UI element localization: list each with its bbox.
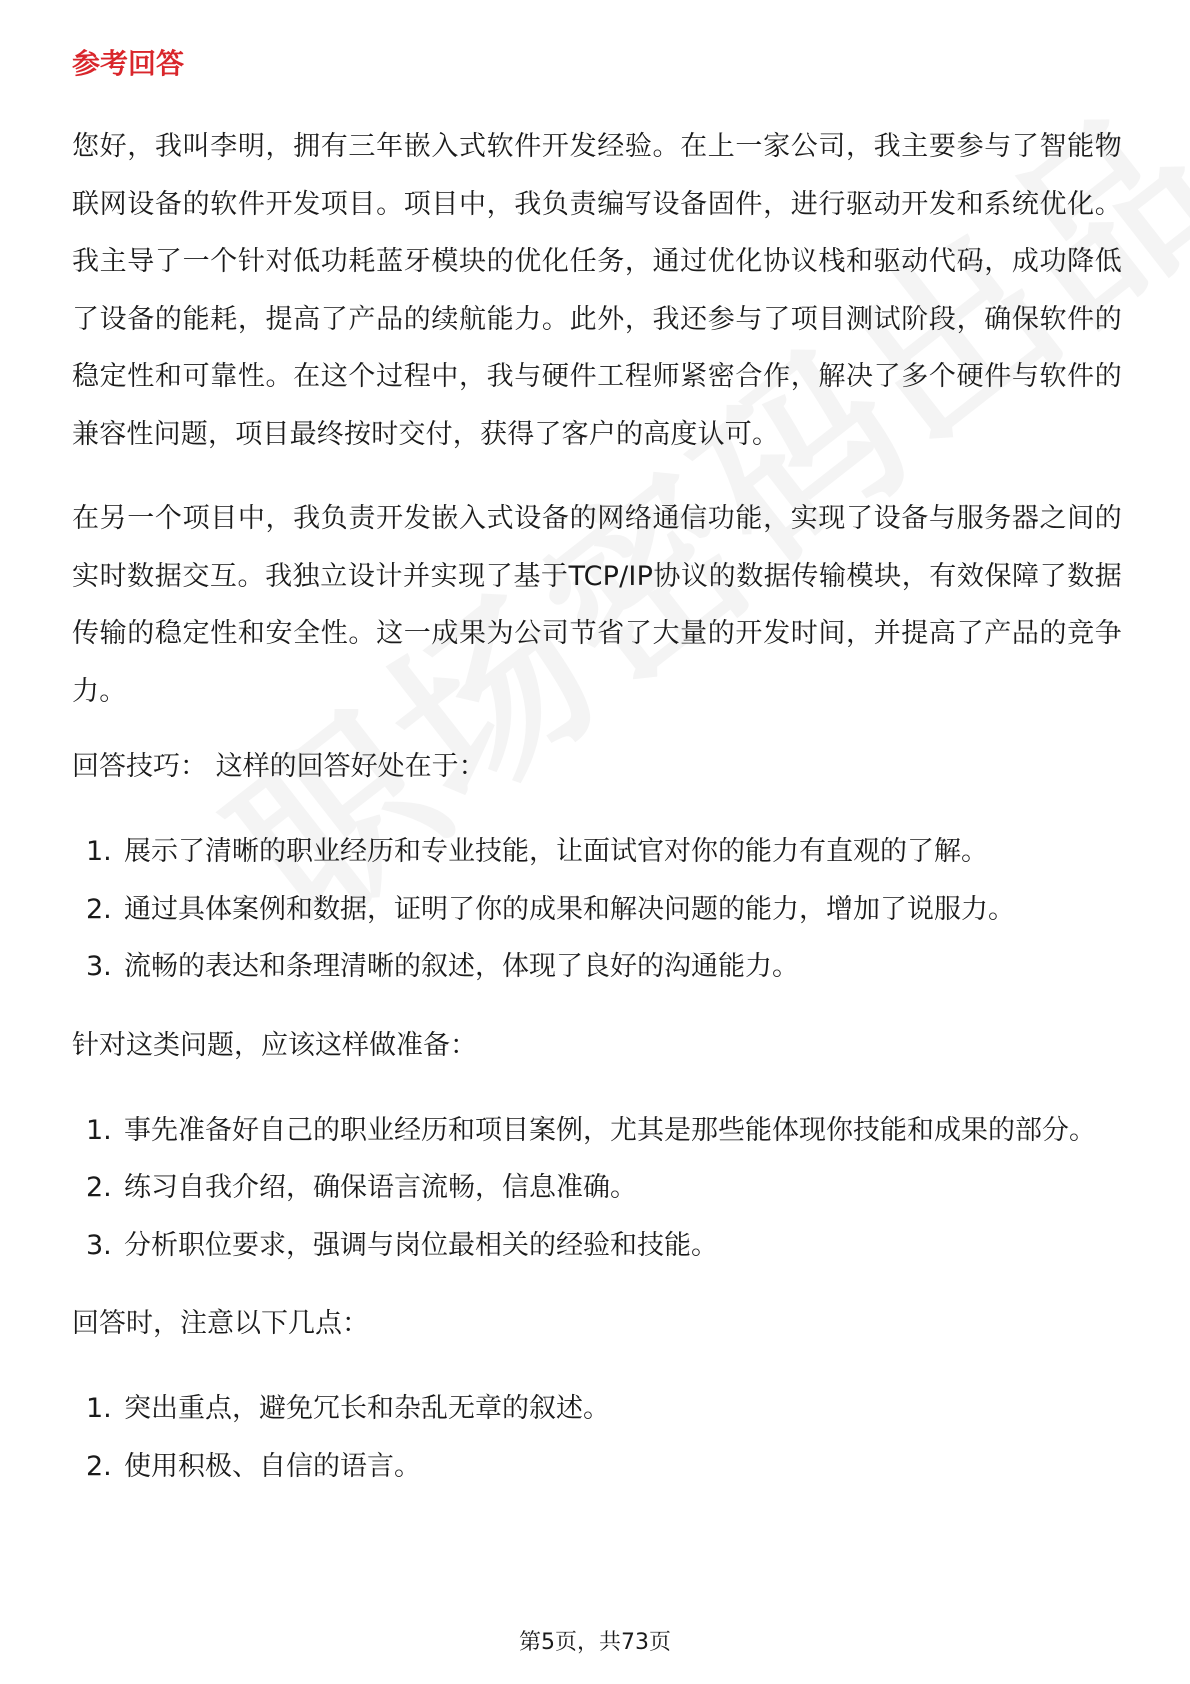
list-number: 1. bbox=[86, 1393, 112, 1424]
prep-heading: 针对这类问题，应该这样做准备： bbox=[72, 1029, 477, 1061]
prep-list bbox=[72, 1102, 1122, 1275]
list-item bbox=[72, 1438, 1122, 1496]
answer-paragraph-1: 您好，我叫李明，拥有三年嵌入式软件开发经验。在上一家公司，我主要参与了智能物联网设备的软件开发项目。项目中，我负责编写设备固件，进行驱动开发和系统优化。我主导了一个针对低功耗蓝牙模块的优化任务，通过优化协议栈和驱动代码，成功降低了设备的能耗，提高了产品的续航能力。此外，我还参与了项目测试阶段，确保软件的稳定性和可靠性。在这个过程中，我与硬件工程师紧密合作，解决了多个硬件与软件的兼容性问题，项目最终按时交付，获得了客户的高度认可。 bbox=[72, 131, 1122, 450]
list-number: 3. bbox=[86, 951, 112, 982]
notes-heading: 回答时，注意以下几点： bbox=[72, 1308, 369, 1339]
list-item-text: 突出重点，避免冗长和杂乱无章的叙述。 bbox=[124, 1393, 610, 1424]
list-number: 2. bbox=[86, 893, 112, 925]
page-footer: 第5页，共73页 bbox=[519, 1630, 671, 1655]
list-item bbox=[72, 1159, 1122, 1217]
list-item bbox=[72, 938, 1122, 996]
list-item-text: 分析职位要求，强调与岗位最相关的经验和技能。 bbox=[124, 1229, 718, 1261]
document-body bbox=[72, 44, 1122, 1525]
section-title: 参考回答 bbox=[72, 47, 185, 80]
list-item bbox=[72, 823, 1122, 881]
tips-list bbox=[72, 823, 1122, 996]
list-item bbox=[72, 1380, 1122, 1438]
list-number: 2. bbox=[86, 1450, 112, 1482]
list-number: 3. bbox=[86, 1229, 112, 1261]
list-item-text: 使用积极、自信的语言。 bbox=[124, 1450, 421, 1482]
list-item bbox=[72, 1102, 1122, 1160]
answer-paragraph-2: 在另一个项目中，我负责开发嵌入式设备的网络通信功能，实现了设备与服务器之间的实时数据交互。我独立设计并实现了基于TCP/IP协议的数据传输模块，有效保障了数据传输的稳定性和安全性。这一成果为公司节省了大量的开发时间，并提高了产品的竞争力。 bbox=[72, 503, 1122, 707]
tips-heading: 回答技巧： 这样的回答好处在于： bbox=[72, 751, 486, 782]
list-item-text: 练习自我介绍，确保语言流畅，信息准确。 bbox=[124, 1172, 637, 1203]
notes-list bbox=[72, 1380, 1122, 1495]
list-item bbox=[72, 1217, 1122, 1275]
list-number: 2. bbox=[86, 1172, 112, 1203]
list-number: 1. bbox=[86, 1114, 112, 1146]
list-number: 1. bbox=[86, 836, 112, 867]
list-item-text: 事先准备好自己的职业经历和项目案例，尤其是那些能体现你技能和成果的部分。 bbox=[124, 1114, 1096, 1146]
list-item-text: 展示了清晰的职业经历和专业技能，让面试官对你的能力有直观的了解。 bbox=[124, 836, 988, 867]
list-item-text: 流畅的表达和条理清晰的叙述，体现了良好的沟通能力。 bbox=[124, 951, 799, 982]
list-item-text: 通过具体案例和数据，证明了你的成果和解决问题的能力，增加了说服力。 bbox=[124, 893, 1015, 925]
list-item bbox=[72, 881, 1122, 939]
